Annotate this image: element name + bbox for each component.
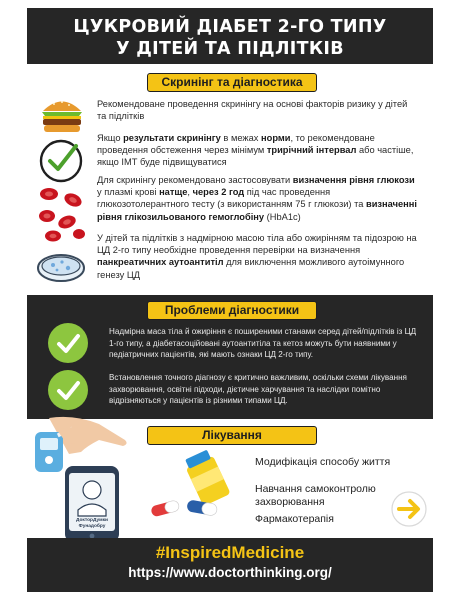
pills-icon — [147, 492, 227, 522]
petri-dish-icon — [35, 248, 87, 286]
phone-icon — [63, 464, 121, 544]
text-run: у плазмі крові — [97, 187, 160, 198]
page-title-line-1: ЦУКРОВИЙ ДІАБЕТ 2-ГО ТИПУ — [73, 17, 387, 37]
infographic-poster — [27, 8, 433, 592]
footer-hashtag: #InspiredMedicine — [155, 543, 305, 562]
problems-paragraph-1: Надмірна маса тіла й ожиріння є поширеними станами серед дітей/підлітків із ЦД 1-го типу, а діабетасоційовані аутоантитіла та кетоз можуть бути наявними у педіатричних пацієнтів, які мають ознаки ЦД 2-го типу. — [109, 327, 417, 360]
text-run: для виключення можливого аутоімунного генезу ЦД — [97, 257, 405, 280]
text-run-bold: панкреатичних аутоантитіл — [97, 257, 224, 268]
check-circle-icon — [48, 323, 88, 363]
footer-website-link[interactable]: https://www.doctorthinking.org/ — [128, 565, 332, 580]
text-run: або частіше, якщо ІМТ буде підвищуватися — [97, 145, 414, 168]
screening-paragraph-2 — [97, 132, 419, 169]
header-banner — [27, 8, 433, 64]
text-run-bold: через 2 год — [192, 187, 245, 198]
text-run-bold: визначення рівня глюкози — [292, 175, 415, 185]
page-title-line-2: У ДІТЕЙ ТА ПІДЛІТКІВ — [116, 39, 344, 59]
problems-paragraph-2: Встановлення точного діагнозу є критично важливим, оскільки схеми лікування захворювання, освітні підходи, дієтичне харчування та наслідки помітно відрізняються у пацієнтів із різними типами ЦД. — [109, 373, 407, 406]
treatment-item-self-control: Навчання самоконтролю захворювання — [255, 483, 376, 508]
screening-paragraph-4 — [97, 232, 419, 281]
text-run: під час проведення глюкозотолерантного тесту (з використанням 75 г глюкози) та — [97, 187, 366, 210]
screening-paragraph-3 — [97, 174, 419, 223]
checkmark-icon — [38, 138, 84, 184]
treatment-item-pharmacotherapy: Фармакотерапія — [255, 513, 334, 525]
text-run: Якщо — [97, 133, 124, 143]
screening-paragraph-1: Рекомендоване проведення скринінгу на основі факторів ризику у дітей та підлітків — [97, 99, 408, 122]
text-run: , — [187, 187, 193, 198]
burger-icon — [39, 96, 85, 134]
screening-section-title: Скринінг та діагностика — [147, 73, 317, 92]
treatment-section-title: Лікування — [147, 426, 317, 445]
text-run: , то рекомендоване проведення обстеження через мінімум — [97, 133, 375, 156]
text-run-bold: трирічний інтервал — [266, 145, 357, 156]
text-run: в межах — [220, 133, 262, 143]
check-circle-icon — [48, 370, 88, 410]
text-run-bold: результати скринінгу — [123, 133, 221, 143]
text-run-bold: натще — [159, 187, 188, 198]
text-run: Для скринінгу рекомендовано застосовувати — [97, 175, 293, 185]
text-run: (HbA1c) — [264, 211, 301, 222]
phone-screen-text: ДокторДумки Фунадобру — [76, 518, 108, 529]
text-run-bold: визначенні рівня глікозильованого гемоглобіну — [97, 199, 417, 222]
problems-section-title: Проблеми діагностики — [147, 301, 317, 320]
text-run: У дітей та підлітків з надмірною масою тіла або ожирінням та підозрою на ЦД 2-го типу необхідне проведення перевірки на визначення — [97, 233, 417, 256]
treatment-item-lifestyle: Модифікація способу життя — [255, 456, 391, 468]
blood-cells-icon — [35, 184, 87, 244]
text-run-bold: норми — [261, 133, 291, 143]
